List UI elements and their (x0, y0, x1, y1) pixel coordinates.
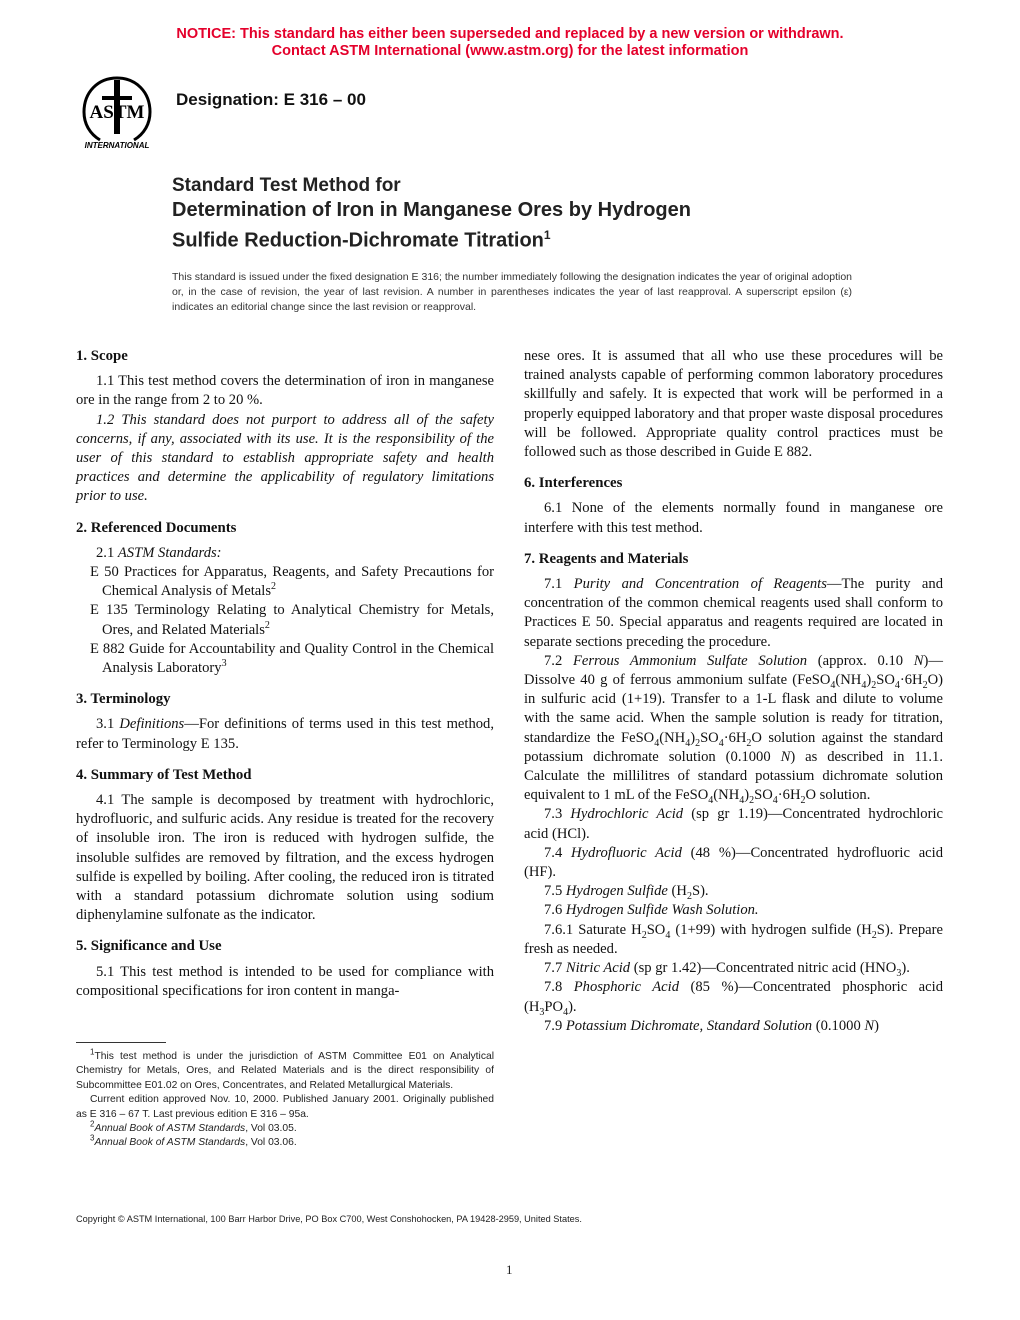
p761-a: 7.6.1 Saturate H (544, 921, 642, 938)
paragraph-3-1-num: 3.1 (96, 716, 120, 733)
footnote-2 (76, 1119, 494, 1136)
section-heading-significance: 5. Significance and Use (76, 938, 222, 955)
section-heading-scope: 1. Scope (76, 348, 128, 364)
footnote-3-mark: 3 (90, 1134, 95, 1144)
p75-num: 7.5 (544, 883, 566, 900)
title-line-3-text: Sulfide Reduction-Dichromate Titration (172, 229, 544, 252)
paragraph-1-2: 1.2 This standard does not purport to address all of the safety concerns, if any, associated with its use. It is the responsibility of the user of this standard to establish appropriate safety and health practices and determine the applicability of regulatory limitations prior to use. (76, 411, 494, 505)
p78-num: 7.8 (544, 979, 574, 996)
p72-b: )—Dissolve 40 g of ferrous ammonium sulfate (FeSO (524, 652, 943, 689)
p76-num: 7.6 (544, 902, 566, 919)
section-heading-reagents: 7. Reagents and Materials (524, 550, 689, 567)
footnote-rule (76, 1042, 166, 1043)
paragraph-7-6-1: 7.6.1 Saturate $H_2SO_4$ (1+99) with hydrogen sulfide $(H_2S)$. Prepare fresh as needed. (524, 921, 943, 957)
astm-standards-label: ASTM Standards: (117, 544, 222, 561)
footnote-1-text: This test method is under the jurisdiction of ASTM Committee E01 on Analytical Chemistry for Metals, Ores, and Related Materials and is the direct responsibility of Subcommittee E01.02 on Ores, Concentrates, and Related Metallurgical Materials. (76, 1051, 494, 1091)
paragraph-5-1-continued: nese ores. It is assumed that all who use these procedures will be trained analysts capable of performing common laboratory procedures skillfully and safely. It is expected that work will be performed in a properly equipped laboratory and that proper waste disposal procedures will be followed. Appropriate quality control practices must be followed such as those described in Guide E 882. (524, 348, 943, 461)
title-footnote-mark: 1 (543, 228, 551, 242)
paragraph-3-1 (76, 715, 494, 753)
reference-e135-text: E 135 Terminology Relating to Analytical Chemistry for Metals, Ores, and Related Materials (90, 602, 494, 638)
paragraph-7-9: 7.9 Potassium Dichromate, Standard Solution (0.1000 N) (544, 1017, 879, 1034)
paragraph-7-1 (524, 575, 943, 652)
p77-num: 7.7 (544, 960, 566, 977)
paragraph-7-4 (524, 844, 943, 882)
title-line-2: Determination of Iron in Manganese Ores by Hydrogen (172, 199, 691, 221)
paragraph-2-1 (76, 544, 494, 563)
reference-e135 (76, 601, 494, 639)
paragraph-2-1-num: 2.1 (96, 544, 118, 561)
p77-text: (sp gr 1.42)—Concentrated nitric acid (HNO (630, 960, 897, 977)
footnote-3-italic: Annual Book of ASTM Standards (94, 1137, 246, 1149)
paragraph-4-1: 4.1 The sample is decomposed by treatment with hydrochloric, hydrofluoric, and sulfuric acids. Any residue is treated for the recovery of insoluble iron. The iron is reduced with hydrogen sulfide, the insoluble sulfides are removed by filtration, and the excess hydrogen sulfide is expelled by boiling. After cooling, the reduced iron is titrated with a standard potassium dichromate solution using sodium diphenylamine sulfonate as the indicator. (76, 792, 494, 924)
p75-italic: Hydrogen Sulfide (565, 883, 668, 900)
paragraph-7-7: 7.7 Nitric Acid (sp gr 1.42)—Concentrated nitric acid $(HNO_3)$. (544, 960, 910, 979)
designation: Designation: E 316 – 00 (176, 90, 366, 109)
p79-italic: Potassium Dichromate, Standard Solution (565, 1017, 813, 1034)
title-line-3 (172, 223, 932, 254)
p761-b: (1+99) with hydrogen sulfide (H (670, 921, 872, 938)
page-number: 1 (506, 1262, 513, 1277)
p72-a: (approx. 0.10 (807, 652, 914, 669)
footnote-1 (76, 1047, 494, 1093)
footnote-2-italic: Annual Book of ASTM Standards (94, 1123, 246, 1135)
p72-f: solution. (816, 787, 871, 804)
notice-line-1: NOTICE: This standard has either been superseded and replaced by a new version or withdrawn. (176, 26, 844, 42)
p72-d: solution against the standard potassium dichromate solution (0.1000 (524, 729, 944, 765)
reference-e882-mark: 3 (221, 658, 227, 670)
paragraph-1-1: 1.1 This test method covers the determination of iron in manganese ore in the range from 2 to 20 %. (76, 373, 494, 409)
footnotes (76, 1047, 494, 1151)
astm-logo (72, 74, 162, 154)
p79-normality: N (864, 1017, 875, 1034)
p79-text: (0.1000 (812, 1017, 865, 1034)
paragraph-7-3 (524, 805, 943, 843)
logo-subtitle: INTERNATIONAL (84, 141, 150, 150)
p78-text: (85 %)—Concentrated phosphoric acid (H (524, 979, 943, 1015)
reference-e50-mark: 2 (271, 581, 277, 593)
footnote-2-text: , Vol 03.05. (245, 1123, 297, 1135)
section-heading-terminology: 3. Terminology (76, 691, 171, 708)
definitions-label: Definitions (119, 716, 185, 733)
p72-num: 7.2 (544, 652, 573, 669)
paragraph-7-5: 7.5 Hydrogen Sulfide $(H_2S)$. (544, 883, 709, 903)
p72-c: in sulfuric acid (1+19). Transfer to a 1-L flask and dilute to volume with the same acid. When the sample solution is ready for titration, standardize the FeSO (524, 691, 943, 746)
p73-num: 7.3 (544, 806, 571, 823)
notice-line-2: Contact ASTM International (www.astm.org) for the latest information (271, 43, 749, 59)
p78-italic: Phosphoric Acid (573, 979, 679, 996)
p77-italic: Nitric Acid (565, 960, 631, 977)
section-heading-referenced: 2. Referenced Documents (76, 519, 237, 536)
p71-italic: Purity and Concentration of Reagents (573, 576, 827, 593)
paragraph-5-1-start: 5.1 This test method is intended to be used for compliance with compositional specifications for iron content in manga- (76, 963, 494, 999)
p76-italic: Hydrogen Sulfide Wash Solution. (565, 902, 759, 919)
reference-e135-mark: 2 (264, 619, 270, 631)
p75-text: (H (667, 883, 687, 900)
reference-e50-text: E 50 Practices for Apparatus, Reagents, and Safety Precautions for Chemical Analysis of Metals (90, 564, 494, 600)
p71-text: —The purity and concentration of the common chemical reagents used shall conform to Practices E 50. Special apparatus and reagents required are located in separate sections preceding the procedure. (524, 576, 943, 650)
left-column (76, 347, 494, 1001)
p72-e: ) as described in 11.1. Calculate the millilitres of standard potassium dichromate solution equivalent to 1 mL of the FeSO (524, 748, 943, 804)
p73-italic: Hydrochloric Acid (570, 806, 684, 823)
reference-e882-text: E 882 Guide for Accountability and Quality Control in the Chemical Analysis Laboratory (90, 640, 494, 677)
issued-note: This standard is issued under the fixed designation E 316; the number immediately following the designation indicates the year of original adoption or, in the case of revision, the year of last revision. A number in parentheses indicates the year of last reapproval. A superscript epsilon (ε) indicates an editorial change since the last revision or reapproval. (172, 271, 852, 313)
copyright-line: Copyright © ASTM International, 100 Barr Harbor Drive, PO Box C700, West Conshohocken, PA 19428-2959, United States. (76, 1214, 582, 1224)
document-title (172, 174, 932, 254)
logo-letters: ASTM (89, 102, 145, 123)
p72-normality-2: N (780, 748, 791, 765)
withdrawal-notice (0, 26, 1020, 60)
reference-e882 (76, 640, 494, 678)
astm-logo-graphic (72, 74, 162, 154)
paragraph-7-2: 7.2 Ferrous Ammonium Sulfate Solution (approx. 0.10 N)—Dissolve 40 g of ferrous ammonium sulfate $(FeSO_4(NH_4)_2SO_4\cdot 6H_2O)$ in sulfuric acid (1+19). Transfer to a 1-L flask and dilute to volume with the same acid. When the sample solution is ready for titration, standardize the $FeSO_4(NH_4)_2SO_4\cdot 6H_2O$ solution against the standard potassium dichromate solution (0.1000 N) as described in 11.1. Calculate the millilitres of standard potassium dichromate solution equivalent to 1 mL of the $FeSO_4(NH_4)_2SO_4\cdot 6H_2O$ solution. (524, 652, 944, 807)
paragraph-7-8: 7.8 Phosphoric Acid (85 %)—Concentrated phosphoric acid $(H_3PO_4)$. (524, 979, 943, 1018)
footnote-2-mark: 2 (90, 1119, 95, 1129)
section-heading-interferences: 6. Interferences (524, 475, 623, 492)
p74-num: 7.4 (544, 844, 571, 861)
p74-text: (48 %)—Concentrated hydrofluoric acid (HF). (524, 844, 943, 881)
right-column (524, 347, 943, 1036)
paragraph-3-1-text: —For definitions of terms used in this test method, refer to Terminology E 135. (76, 716, 495, 752)
p71-num: 7.1 (544, 576, 574, 593)
title-line-1: Standard Test Method for (172, 175, 401, 196)
footnote-3-text: , Vol 03.06. (245, 1137, 297, 1149)
p74-italic: Hydrofluoric Acid (571, 844, 682, 861)
footnote-1-mark: 1 (90, 1047, 95, 1057)
p72-normality: N (913, 652, 924, 669)
paragraph-7-6 (524, 901, 943, 920)
reference-e50 (76, 563, 494, 601)
p79-num: 7.9 (544, 1017, 566, 1034)
p72-italic: Ferrous Ammonium Sulfate Solution (572, 652, 808, 669)
p761-c: S). Prepare fresh as needed. (524, 921, 943, 957)
footnote-3 (76, 1136, 494, 1150)
section-heading-summary: 4. Summary of Test Method (76, 766, 252, 783)
paragraph-6-1: 6.1 None of the elements normally found in manganese ore interfere with this test method. (524, 500, 943, 536)
footnote-1-edition: Current edition approved Nov. 10, 2000. Published January 2001. Originally published as E 316 – 67 T. Last previous edition E 316 – 95a. (76, 1094, 494, 1120)
p73-text: (sp gr 1.19)—Concentrated hydrochloric acid (HCl). (524, 806, 943, 842)
